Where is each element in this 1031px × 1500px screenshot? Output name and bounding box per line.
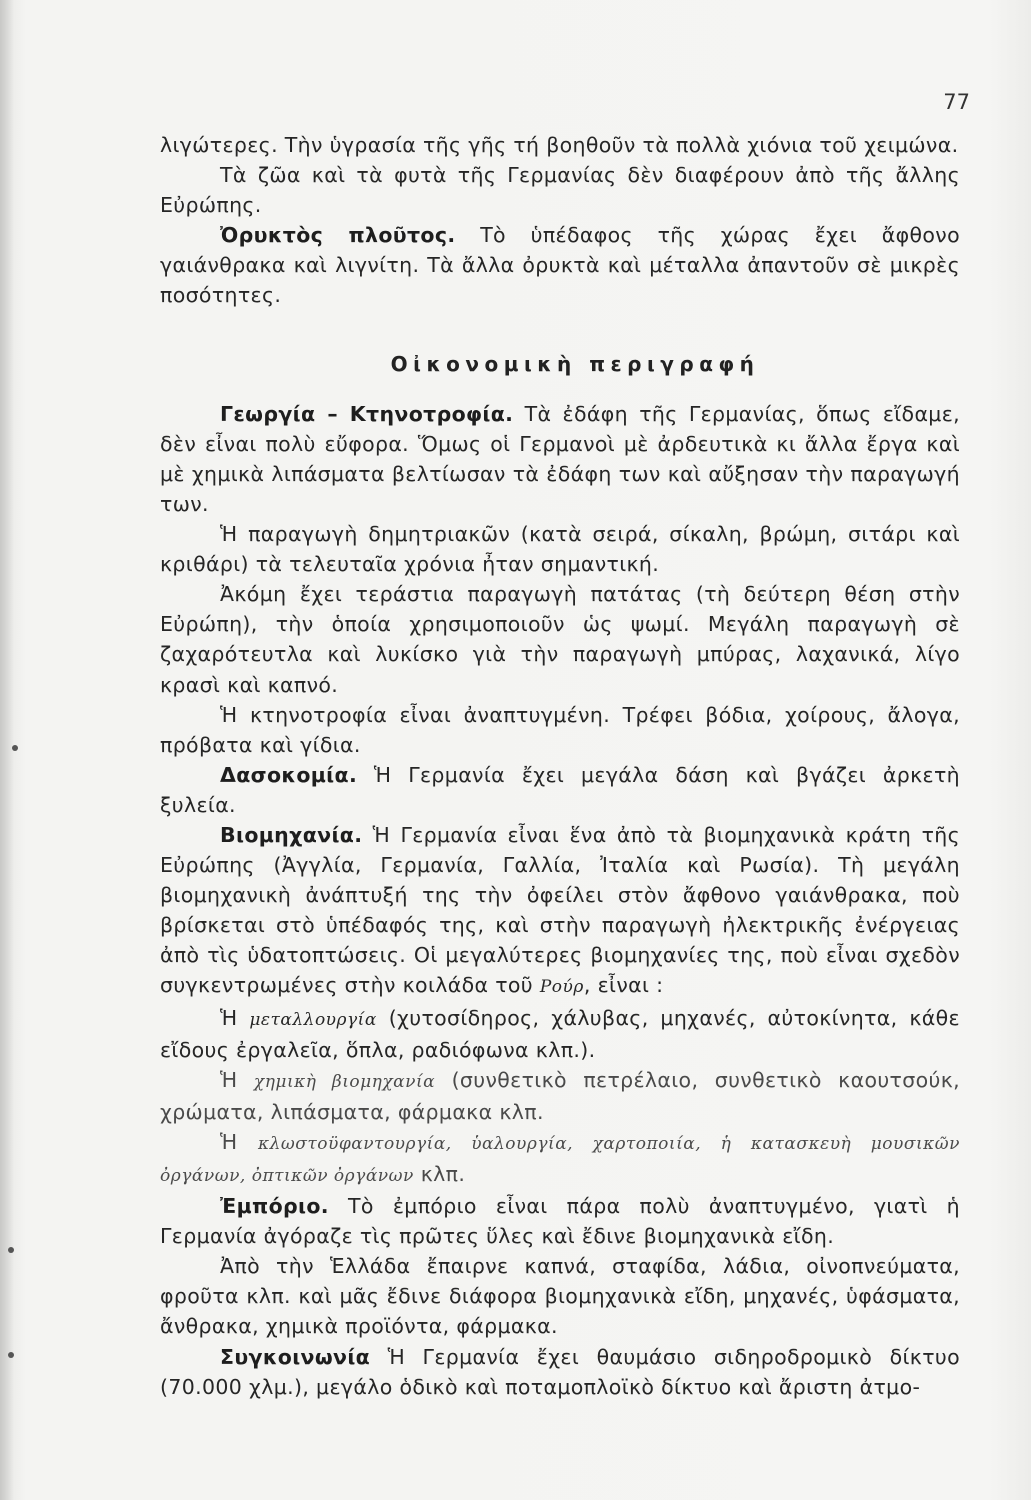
margin-dot [8, 1352, 14, 1358]
paragraph-prefix: Ἡ [220, 1005, 250, 1030]
section-gap [160, 311, 960, 341]
paragraph-prefix: Ἡ [220, 1067, 254, 1092]
section-title: Οἰκονομικὴ περιγραφή [390, 351, 760, 376]
run-in-heading: Ὀρυκτὸς πλοῦτος. [220, 223, 456, 248]
paragraph-chemical [160, 1065, 960, 1127]
paragraph-livestock [160, 700, 960, 760]
paragraph-text: Ἡ Γερμανία εἶναι ἕνα ἀπὸ τὰ βιομηχανικὰ κράτη τῆς Εὐρώπης (Ἀγγλία, Γερμανία, Γαλλία, Ἰταλία καὶ Ρωσία). Τὴ μεγάλη βιομηχανικὴ ἀνάπτυξή της τὴν ὀφείλει στὸν ἄφθονο γαιάνθρακα, ποὺ βρίσκεται στὸ ὑπέδαφός της, καὶ στὴν παραγωγὴ ἠλεκτρικῆς ἐνέργειας ἀπὸ τὶς ὑδατοπτώσεις. Οἱ μεγαλύτερες βιομηχανίες της, ποὺ εἶναι σχεδὸν συγκεντρωμένες στὴν κοιλάδα τοῦ [160, 822, 960, 998]
run-in-heading: Δασοκομία. [220, 762, 358, 787]
run-in-heading: Γεωργία – Κτηνοτροφία. [220, 401, 514, 426]
paragraph-text: κλπ. [413, 1162, 466, 1186]
paragraph-cereals [160, 519, 960, 579]
run-in-heading: Βιομηχανία. [220, 822, 363, 847]
paragraph-text: Τὰ ζῶα καὶ τὰ φυτὰ τῆς Γερμανίας δὲν διαφέρουν ἀπὸ τῆς ἄλλης Εὐρώπης. [160, 163, 960, 218]
paragraph-minerals [160, 220, 960, 310]
paragraph-text-tail: , εἶναι : [583, 973, 664, 998]
italic-term: χημικὴ βιομηχανία [253, 1071, 436, 1092]
paragraph-industry [160, 820, 960, 1003]
paragraph-text: Ἀκόμη ἔχει τεράστια παραγωγὴ πατάτας (τὴ δεύτερη θέση στὴν Εὐρώπη), τὴν ὁποία χρησιμοποιοῦν ὡς ψωμί. Μεγάλη παραγωγὴ σὲ ζαχαρότευτλα καὶ λυκίσκο γιὰ τὴν παραγωγὴ μπύρας, λαχανικά, λίγο κρασὶ καὶ καπνό. [160, 582, 960, 697]
paragraph-textiles [160, 1127, 960, 1191]
paragraph-prefix: Ἡ [220, 1129, 258, 1154]
margin-dot [8, 1247, 14, 1253]
paragraph-humidity [160, 130, 960, 160]
paragraph-trade [160, 1191, 960, 1251]
paragraph-fauna-flora [160, 160, 960, 220]
paragraph-text: Τὸ ἐμπόριο εἶναι πάρα πολὺ ἀναπτυγμένο, γιατὶ ἡ Γερμανία ἀγόραζε τὶς πρῶτες ὕλες καὶ ἔδινε βιομηχανικὰ εἴδη. [160, 1194, 960, 1249]
section-gap-small [160, 387, 960, 399]
paragraph-text: Ἡ παραγωγὴ δημητριακῶν (κατὰ σειρά, σίκαλη, βρώμη, σιτάρι καὶ κριθάρι) τὰ τελευταῖα χρόνια ἦταν σημαντική. [160, 522, 960, 577]
margin-dot [12, 745, 18, 751]
paragraph-text: Ἡ Γερμανία ἔχει θαυμάσιο σιδηροδρομικὸ δίκτυο (70.000 χλμ.), μεγάλο ὁδικὸ καὶ ποταμοπλοϊκὸ δίκτυο καὶ ἄριστη ἀτμο- [160, 1344, 960, 1399]
paragraph-text: (χυτοσίδηρος, χάλυβας, μηχανές, αὐτοκίνητα, κάθε εἴδους ἐργαλεῖα, ὅπλα, ραδιόφωνα κλπ.). [160, 1005, 960, 1062]
italic-term: κλωστοϋφαντουργία, ὑαλουργία, χαρτοποιία, ἡ κατασκευὴ μουσικῶν ὀργάνων, ὀπτικῶν ὀργάνων [160, 1133, 960, 1186]
paragraph-text: Ἡ Γερμανία ἔχει μεγάλα δάση καὶ βγάζει ἀρκετὴ ξυλεία. [160, 762, 960, 817]
paragraph-transport [160, 1342, 960, 1402]
body-text [160, 130, 960, 1402]
paragraph-text: Τὰ ἐδάφη τῆς Γερμανίας, ὅπως εἴδαμε, δὲν εἶναι πολὺ εὔφορα. Ὅμως οἱ Γερμανοὶ μὲ ἀρδευτικὰ κι ἄλλα ἔργα καὶ μὲ χημικὰ λιπάσματα βελτίωσαν τὰ ἐδάφη των καὶ αὔξησαν τὴν παραγωγή των. [160, 401, 960, 516]
paragraph-text: λιγώτερες. Τὴν ὑγρασία τῆς γῆς τή βοηθοῦν τὰ πολλὰ χιόνια τοῦ χειμώνα. [160, 133, 959, 157]
page-number: 77 [943, 90, 970, 114]
run-in-heading: Συγκοινωνία [220, 1344, 371, 1369]
paragraph-greece-trade [160, 1251, 960, 1341]
run-in-heading: Ἐμπόριο. [220, 1194, 329, 1219]
paragraph-agriculture [160, 399, 960, 519]
paragraph-text: Ἀπὸ τὴν Ἑλλάδα ἔπαιρνε καπνά, σταφίδα, λάδια, οἰνοπνεύματα, φροῦτα κλπ. καὶ μᾶς ἔδινε διάφορα βιομηχανικὰ εἴδη, μηχανές, ὑφάσματα, ἄνθρακα, χημικὰ προϊόντα, φάρμακα. [160, 1254, 960, 1339]
paragraph-potatoes [160, 579, 960, 699]
paragraph-text: Τὸ ὑπέδαφος τῆς χώρας ἔχει ἄφθονο γαιάνθρακα καὶ λιγνίτη. Τὰ ἄλλα ὀρυκτὰ καὶ μέταλλα ἀπαντοῦν σὲ μικρὲς ποσότητες. [160, 223, 960, 308]
paragraph-text: (συνθετικὸ πετρέλαιο, συνθετικὸ καουτσούκ, χρώματα, λιπάσματα, φάρμακα κλπ. [160, 1067, 960, 1124]
italic-term: μεταλλουργία [249, 1009, 377, 1030]
paragraph-text: Ἡ κτηνοτροφία εἶναι ἀναπτυγμένη. Τρέφει βόδια, χοίρους, ἄλογα, πρόβατα καὶ γίδια. [160, 702, 960, 757]
paragraph-metallurgy [160, 1003, 960, 1065]
italic-term: Ρούρ [539, 977, 584, 998]
paragraph-forestry [160, 760, 960, 820]
